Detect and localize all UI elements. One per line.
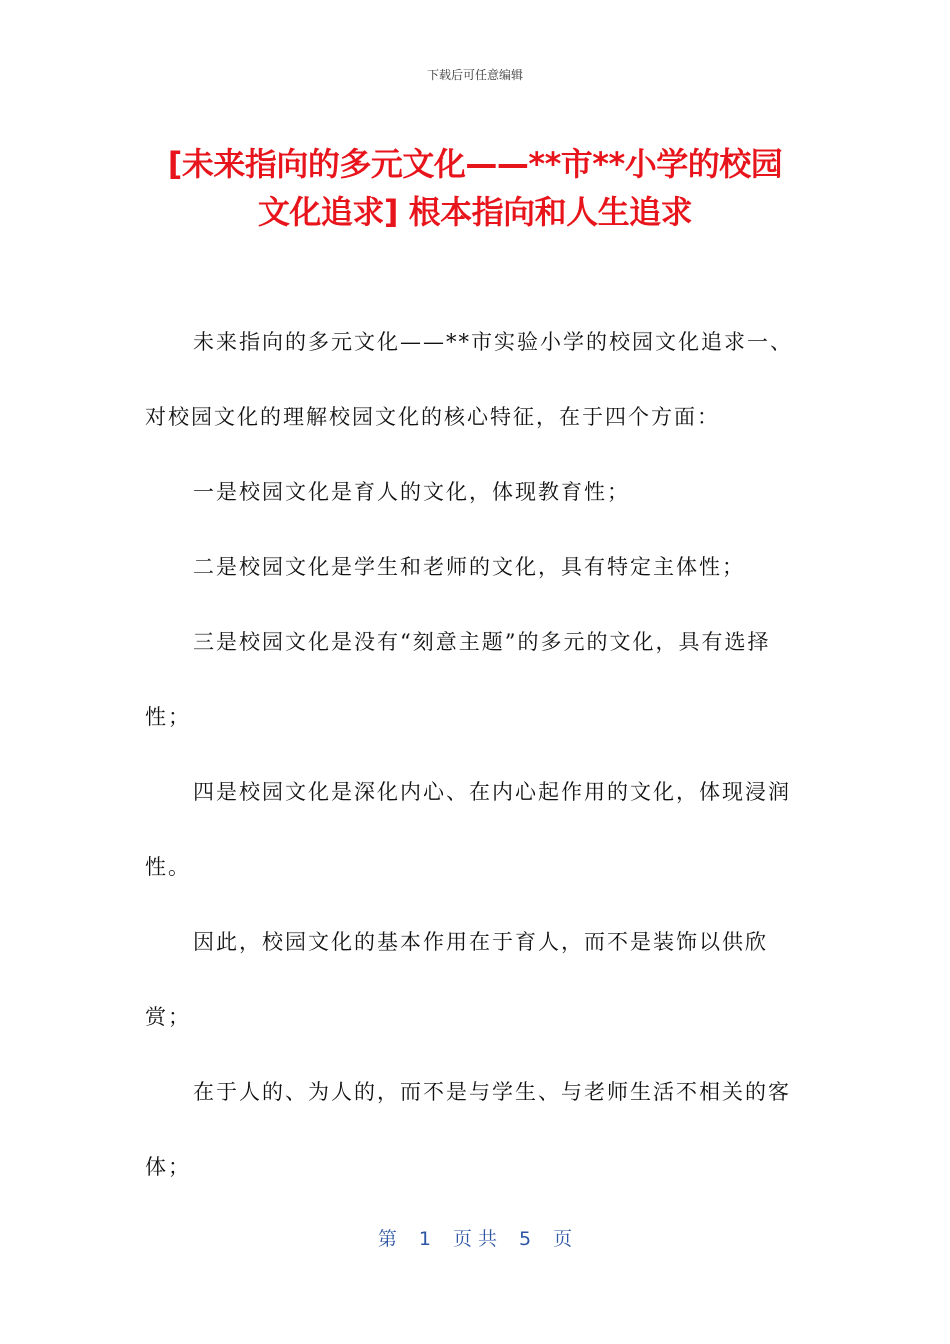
title-line-2: 文化追求] 根本指向和人生追求 [257,193,693,231]
paragraph-6: 因此，校园文化的基本作用在于育人，而不是装饰以供欣赏； [145,930,768,1029]
paragraph-2: 一是校园文化是育人的文化，体现教育性； [193,480,630,504]
paragraph-3: 二是校园文化是学生和老师的文化，具有特定主体性； [193,555,745,579]
page-mid-text: 页 共 [452,1228,498,1250]
page-suffix: 页 [553,1228,573,1250]
title-line-1: [未来指向的多元文化——**市**小学的校园 [167,145,783,183]
paragraph-1: 未来指向的多元文化——**市实验小学的校园文化追求一、对校园文化的理解校园文化的核心特征，在于四个方面： [145,330,793,429]
paragraph-5: 四是校园文化是深化内心、在内心起作用的文化，体现浸润性。 [145,780,791,879]
current-page-number: 1 [418,1228,431,1250]
header-note: 下载后可任意编辑 [426,68,523,82]
page-footer [0,1224,950,1251]
paragraph-7: 在于人的、为人的，而不是与学生、与老师生活不相关的客体； [145,1080,791,1179]
document-title [110,140,840,236]
total-pages-number: 5 [519,1228,532,1250]
paragraph-4: 三是校园文化是没有“刻意主题”的多元的文化，具有选择性； [145,630,771,729]
page-prefix: 第 [377,1228,397,1250]
